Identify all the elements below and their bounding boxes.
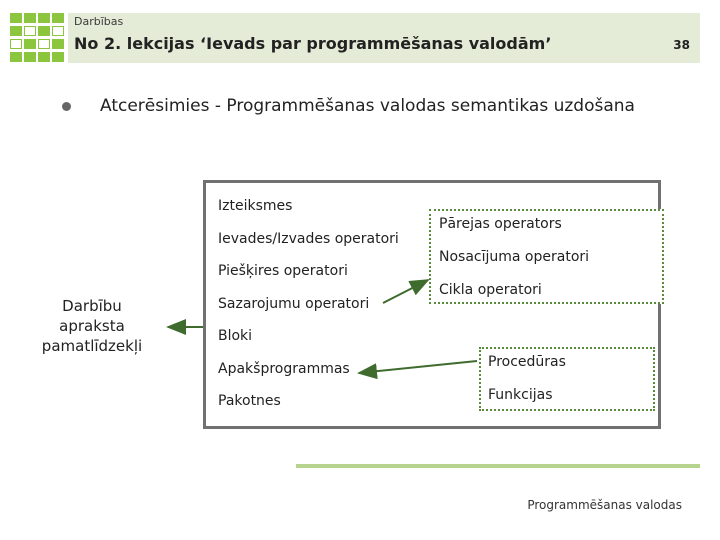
list-item: Piešķires operatori (218, 263, 348, 279)
section-label: Darbības (74, 15, 124, 28)
left-label-line: pamatlīdzekļi (41, 337, 143, 355)
list-item: Procedūras (488, 354, 566, 370)
slide-title: No 2. lekcijas ‘Ievads par programmēšanas valodām’ (74, 34, 552, 53)
footer-text: Programmēšanas valodas (527, 498, 682, 512)
list-item: Ievades/Izvades operatori (218, 231, 399, 247)
footer-line (296, 464, 700, 468)
list-item: Pārejas operators (439, 216, 562, 232)
left-label-line: apraksta (59, 317, 125, 335)
list-item: Cikla operatori (439, 282, 542, 298)
list-item: Apakšprogrammas (218, 361, 350, 377)
logo-grid-icon (10, 13, 64, 63)
bullet-icon (62, 102, 71, 111)
left-label-line: Darbību (62, 297, 122, 315)
list-item: Pakotnes (218, 393, 281, 409)
left-label (32, 296, 152, 356)
list-item: Bloki (218, 328, 253, 344)
list-item: Funkcijas (488, 387, 553, 403)
list-item: Nosacījuma operatori (439, 249, 590, 265)
list-item: Izteiksmes (218, 198, 293, 214)
slide-number: 38 (673, 38, 690, 52)
list-item: Sazarojumu operatori (218, 296, 370, 312)
bullet-text: Atcerēsimies - Programmēšanas valodas semantikas uzdošana (100, 96, 635, 116)
